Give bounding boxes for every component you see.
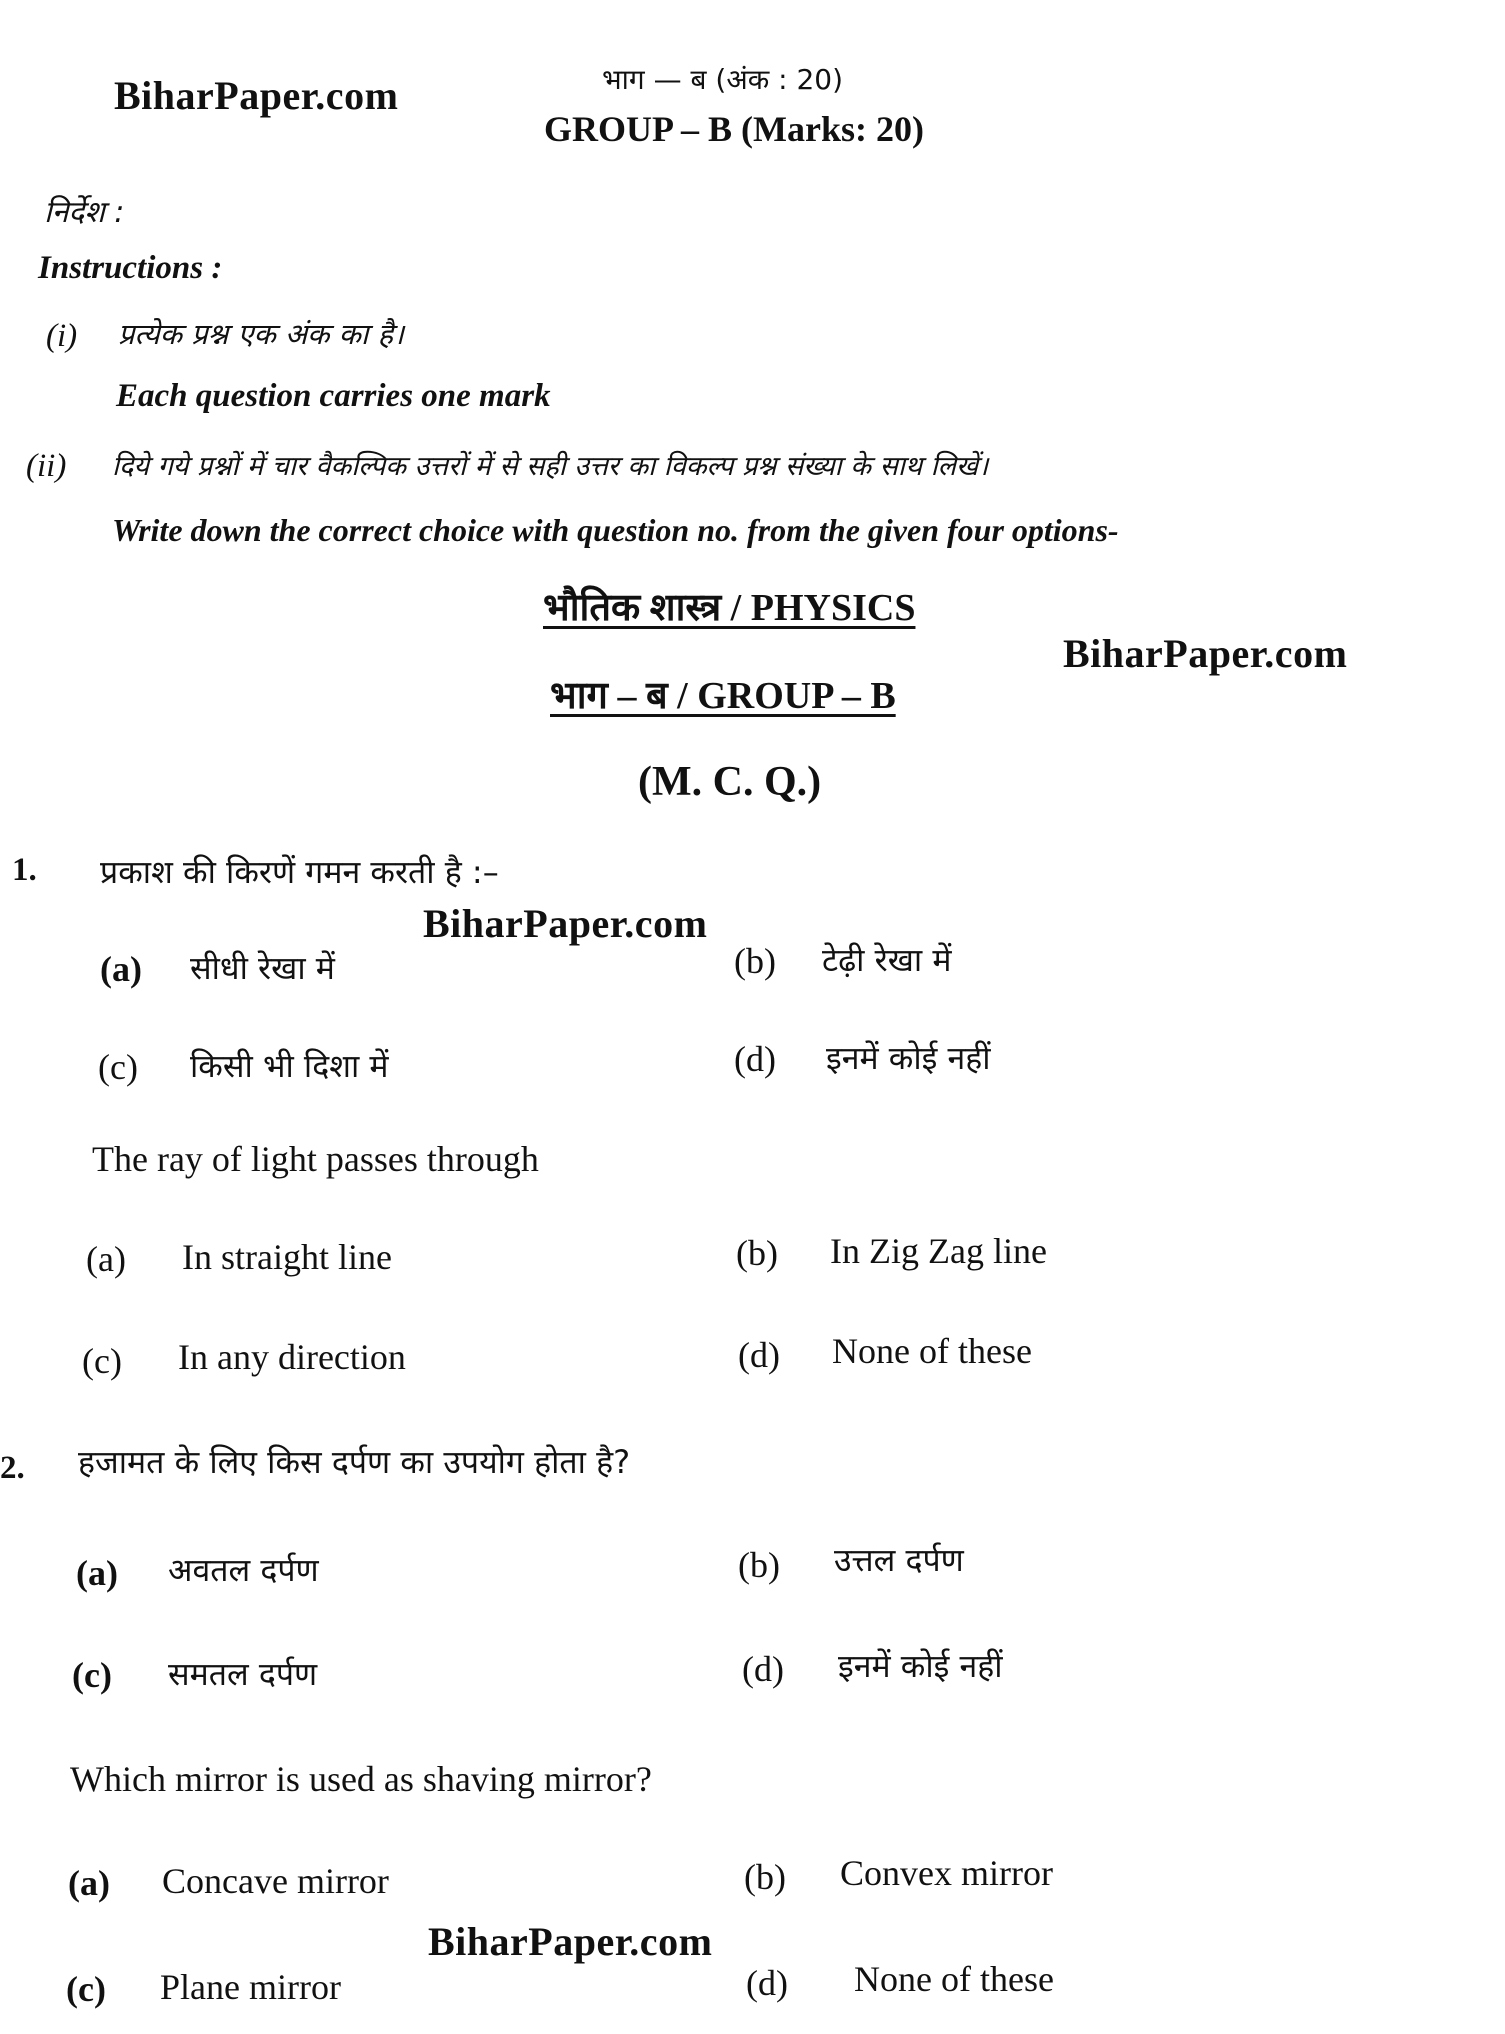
option-hindi: किसी भी दिशा में <box>190 1047 389 1085</box>
instruction-hindi: प्रत्येक प्रश्न एक अंक का है। <box>118 317 405 351</box>
option-english: None of these <box>832 1331 1032 1371</box>
watermark-text: BiharPaper.com <box>114 73 399 118</box>
question-number: 1. <box>12 852 37 888</box>
question-number: 2. <box>0 1450 25 1486</box>
option-label: (c) <box>66 1969 106 2009</box>
option-label: (b) <box>736 1233 778 1273</box>
option-hindi: सीधी रेखा में <box>190 949 335 987</box>
watermark-text: BiharPaper.com <box>423 901 708 946</box>
option-hindi: इनमें कोई नहीं <box>826 1039 991 1077</box>
option-english: Plane mirror <box>160 1967 341 2007</box>
option-hindi: उत्तल दर्पण <box>834 1541 964 1579</box>
subject-type: (M. C. Q.) <box>638 759 822 805</box>
instruction-hindi: दिये गये प्रश्नों में चार वैकल्पिक उत्तरों में से सही उत्तर का विकल्प प्रश्न संख्या के साथ लिखें। <box>112 451 989 482</box>
option-label: (c) <box>98 1047 138 1087</box>
option-label: (c) <box>72 1655 112 1695</box>
option-english: None of these <box>854 1959 1054 1999</box>
option-label: (d) <box>738 1335 780 1375</box>
option-label: (a) <box>68 1863 110 1903</box>
instructions-english-label: Instructions : <box>38 250 223 286</box>
instruction-number: (i) <box>46 318 78 354</box>
option-hindi: समतल दर्पण <box>168 1655 318 1693</box>
watermark-text: BiharPaper.com <box>428 1919 713 1964</box>
question-english: Which mirror is used as shaving mirror? <box>70 1759 652 1799</box>
instruction-english: Write down the correct choice with question no. from the given four options- <box>112 512 1119 548</box>
question-hindi: प्रकाश की किरणें गमन करती है :– <box>100 853 499 891</box>
question-hindi: हजामत के लिए किस दर्पण का उपयोग होता है? <box>78 1443 631 1481</box>
option-label: (a) <box>86 1239 126 1279</box>
instruction-number: (ii) <box>26 448 67 484</box>
option-english: Concave mirror <box>162 1861 389 1901</box>
question-english: The ray of light passes through <box>92 1139 539 1179</box>
option-label: (b) <box>744 1857 786 1897</box>
subject-group: भाग – ब / GROUP – B <box>550 675 896 717</box>
option-label: (a) <box>100 949 142 989</box>
subject-title: भौतिक शास्त्र / PHYSICS <box>543 587 916 629</box>
option-hindi: अवतल दर्पण <box>168 1551 319 1589</box>
option-hindi: टेढ़ी रेखा में <box>822 941 952 979</box>
option-label: (b) <box>734 941 776 981</box>
option-english: In any direction <box>178 1337 406 1377</box>
option-label: (d) <box>746 1963 788 2003</box>
instruction-english: Each question carries one mark <box>116 378 551 414</box>
option-english: In Zig Zag line <box>830 1231 1047 1271</box>
option-label: (a) <box>76 1553 118 1593</box>
option-english: Convex mirror <box>840 1853 1053 1893</box>
option-english: In straight line <box>182 1237 392 1277</box>
option-hindi: इनमें कोई नहीं <box>838 1647 1003 1685</box>
option-label: (b) <box>738 1545 780 1585</box>
option-label: (d) <box>734 1039 776 1079</box>
header-hindi-group: भाग — ब (अंक : 20) <box>602 63 843 96</box>
option-label: (d) <box>742 1649 784 1689</box>
instructions-hindi-label: निर्देश : <box>44 195 125 230</box>
watermark-text: BiharPaper.com <box>1063 631 1348 676</box>
option-label: (c) <box>82 1341 122 1381</box>
header-english-group: GROUP – B (Marks: 20) <box>544 109 924 149</box>
